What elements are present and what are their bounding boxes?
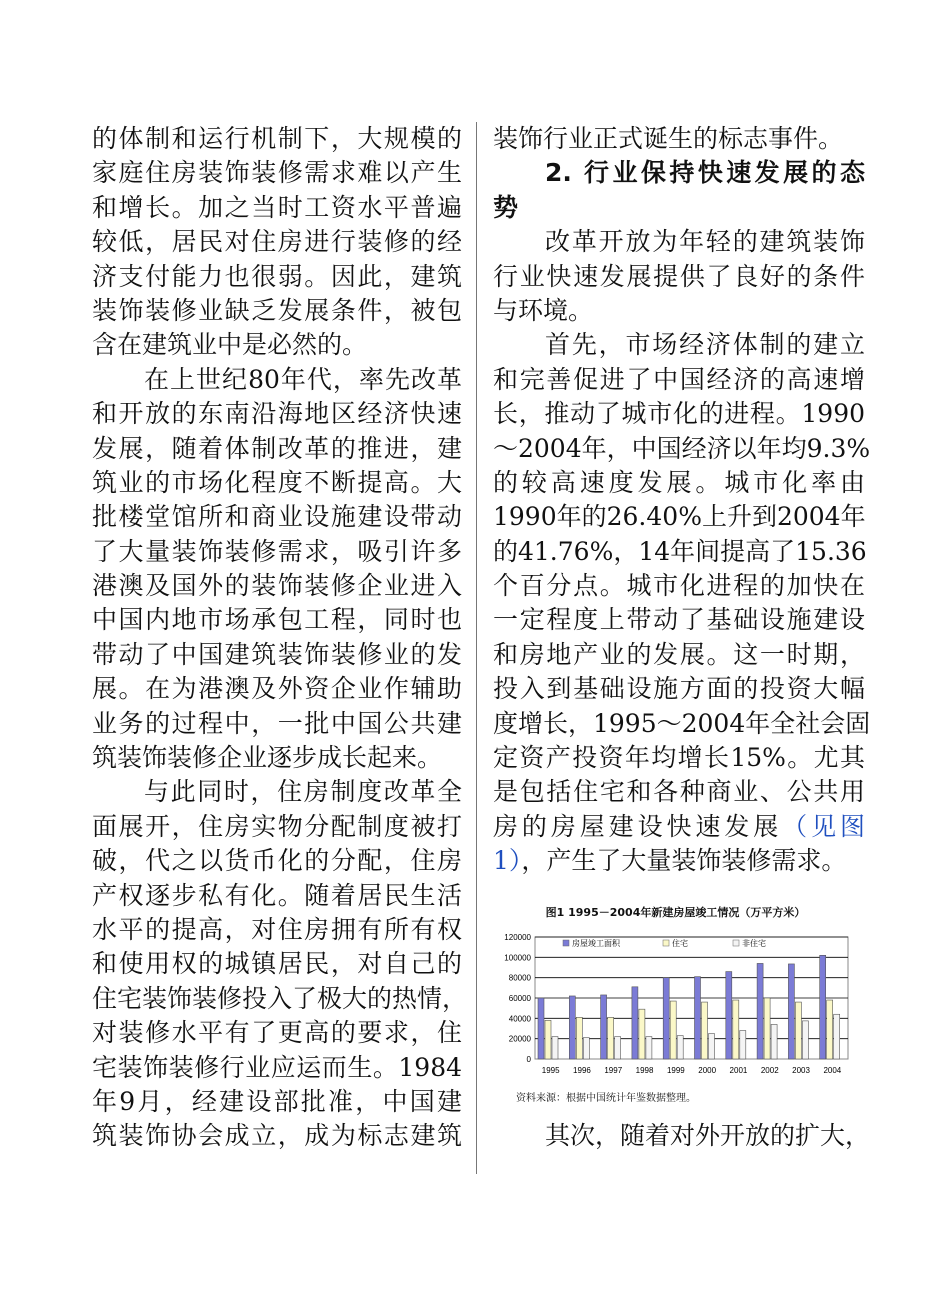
bar (726, 972, 732, 1059)
bar (663, 978, 669, 1059)
x-tick-label: 1997 (604, 1066, 623, 1075)
bar (552, 1037, 558, 1059)
left_column-line: 年9月，经建设部批准，中国建 (92, 1086, 462, 1116)
y-tick-label: 40000 (508, 1014, 531, 1024)
left_column-line: 对装修水平有了更高的要求，住 (92, 1018, 462, 1048)
bar (569, 996, 575, 1059)
column-divider (476, 122, 477, 1174)
left_column-line: 展。在为港澳及外资企业作辅助 (92, 674, 462, 704)
legend-swatch (563, 940, 569, 946)
y-tick-label: 80000 (508, 973, 531, 983)
bar (771, 1024, 777, 1059)
chart-title: 图1 1995－2004年新建房屋竣工情况（万平方米） (545, 906, 806, 919)
right_column-line: 势 (493, 192, 519, 222)
bar (646, 1037, 652, 1059)
right_column-line: 的41.76%，14年间提高了15.36 (493, 536, 867, 566)
bar (802, 1021, 808, 1059)
left_column-line: 发展，随着体制改革的推进，建 (92, 433, 462, 463)
right_column-line: 改革开放为年轻的建筑装饰 (545, 227, 865, 257)
bar (733, 1000, 739, 1059)
bar (632, 987, 638, 1059)
x-tick-label: 1996 (573, 1066, 591, 1075)
y-tick-label: 120000 (504, 933, 531, 942)
bar (740, 1031, 746, 1059)
left_column-line: 与此同时，住房制度改革全 (144, 777, 462, 807)
right-text-column (493, 122, 871, 879)
x-tick-label: 2000 (698, 1066, 717, 1075)
bar (695, 977, 701, 1059)
left_column-line: 产权逐步私有化。随着居民生活 (92, 880, 462, 910)
x-tick-label: 1998 (635, 1066, 654, 1075)
right_column-line: 2. 行业保持快速发展的态 (545, 158, 865, 188)
left_column-line: 装饰装修业缺乏发展条件，被包 (92, 295, 462, 325)
x-tick-label: 2002 (760, 1066, 779, 1075)
bar (757, 963, 763, 1059)
paragraph-last-line: 其次，随着对外开放的扩大， (545, 1121, 871, 1150)
left_column-line: 了大量装饰装修需求，吸引许多 (92, 536, 462, 566)
bar (608, 1017, 614, 1059)
right_column-line: 长，推动了城市化的进程。1990 (493, 399, 865, 429)
y-tick-label: 20000 (508, 1034, 531, 1044)
left_column-line: 的体制和运行机制下，大规模的 (92, 124, 462, 153)
legend-label: 非住宅 (742, 939, 766, 948)
bar-chart (493, 925, 858, 1085)
left_column-line: 济支付能力也很弱。因此，建筑 (92, 261, 462, 291)
left_column-line: 港澳及国外的装饰装修企业进入 (92, 571, 462, 601)
left_column-line: 面展开，住房实物分配制度被打 (92, 811, 462, 841)
bar (834, 1014, 840, 1059)
right_column-line: 度增长，1995～2004年全社会固 (493, 708, 871, 738)
right_column-line: 是包括住宅和各种商业、公共用 (493, 777, 865, 807)
left_column-line: 筑装饰装修企业逐步成长起来。 (92, 743, 443, 773)
bar (795, 1002, 801, 1059)
legend-swatch (733, 940, 739, 946)
bar (583, 1038, 589, 1059)
y-tick-label: 100000 (504, 953, 531, 963)
bar (820, 955, 826, 1059)
left_column-line: 宅装饰装修行业应运而生。1984 (92, 1052, 462, 1082)
right_column-line: 定资产投资年均增长15%。尤其 (493, 743, 865, 773)
left_column-line: 和使用权的城镇居民，对自己的 (92, 949, 462, 979)
left_column-line: 带动了中国建筑装饰装修业的发 (92, 639, 462, 669)
bar (764, 998, 770, 1059)
left-text-column (92, 122, 468, 1154)
left_column-line: 和开放的东南沿海地区经济快速 (92, 399, 462, 429)
bar (601, 995, 607, 1059)
bar (538, 998, 544, 1059)
right_column-line: 1990年的26.40%上升到2004年 (493, 502, 866, 532)
right_column-line: 和房地产业的发展。这一时期， (493, 639, 865, 669)
x-tick-label: 2003 (792, 1066, 810, 1075)
bar (827, 1000, 833, 1059)
left_column-line: 筑业的市场化程度不断提高。大 (92, 467, 462, 497)
left_column-line: 家庭住房装饰装修需求难以产生 (92, 158, 462, 188)
bar (545, 1020, 551, 1059)
left_column-line: 筑装饰协会成立，成为标志建筑 (92, 1121, 462, 1151)
legend-swatch (663, 940, 669, 946)
y-tick-label: 60000 (508, 994, 531, 1003)
bar (576, 1017, 582, 1059)
bar (670, 1001, 676, 1059)
bar (677, 1036, 683, 1059)
y-tick-label: 0 (526, 1055, 531, 1064)
figure-reference[interactable]: 1） (493, 846, 522, 876)
right_column-line: 行业快速发展提供了良好的条件 (493, 261, 865, 291)
chart-source-note: 资料来源：根据中国统计年鉴数据整理。 (516, 1093, 696, 1104)
left_column-line: 业务的过程中，一批中国公共建 (92, 708, 462, 738)
left_column-line: 含在建筑业中是必然的。 (92, 330, 368, 360)
left_column-line: 批楼堂馆所和商业设施建设带动 (92, 502, 462, 532)
x-tick-label: 2001 (729, 1066, 748, 1075)
right_column-line: 的较高速度发展。城市化率由 (493, 467, 865, 497)
x-tick-label: 2004 (823, 1066, 842, 1075)
right_column-line: 1），产生了大量装饰装修需求。 (493, 846, 847, 876)
x-tick-label: 1999 (666, 1066, 685, 1075)
left_column-line: 和增长。加之当时工资水平普遍 (92, 192, 462, 222)
legend-label: 住宅 (672, 939, 688, 948)
x-tick-label: 1995 (541, 1066, 560, 1075)
right_column-line: 投入到基础设施方面的投资大幅 (493, 674, 865, 704)
bar (709, 1034, 715, 1059)
right_column-line: 装饰行业正式诞生的标志事件。 (493, 124, 844, 153)
right_column-line: ～2004年，中国经济以年均9.3% (493, 433, 871, 463)
legend-label: 房屋竣工面积 (572, 939, 620, 948)
left_column-line: 中国内地市场承包工程，同时也 (92, 605, 462, 635)
right_column-line: 和完善促进了中国经济的高速增 (493, 364, 865, 394)
right_column-line: 首先，市场经济体制的建立 (545, 330, 865, 360)
bar (702, 1002, 708, 1059)
right_column-line: 一定程度上带动了基础设施建设 (493, 605, 865, 635)
right_column-line: 房的房屋建设快速发展（见图 (493, 811, 865, 841)
left_column-line: 在上世纪80年代，率先改革 (144, 364, 462, 394)
left_column-line: 住宅装饰装修投入了极大的热情， (92, 983, 468, 1013)
left_column-line: 水平的提高，对住房拥有所有权 (92, 914, 462, 944)
left_column-line: 较低，居民对住房进行装修的经 (92, 227, 462, 257)
left_column-line: 破，代之以货币化的分配，住房 (92, 846, 462, 876)
right_column-line: 与环境。 (493, 295, 594, 325)
bar (788, 964, 794, 1059)
bar (639, 1009, 645, 1059)
figure-reference[interactable]: （见图 (782, 811, 865, 841)
right_column-line: 个百分点。城市化进程的加快在 (493, 571, 865, 601)
bar (615, 1037, 621, 1059)
